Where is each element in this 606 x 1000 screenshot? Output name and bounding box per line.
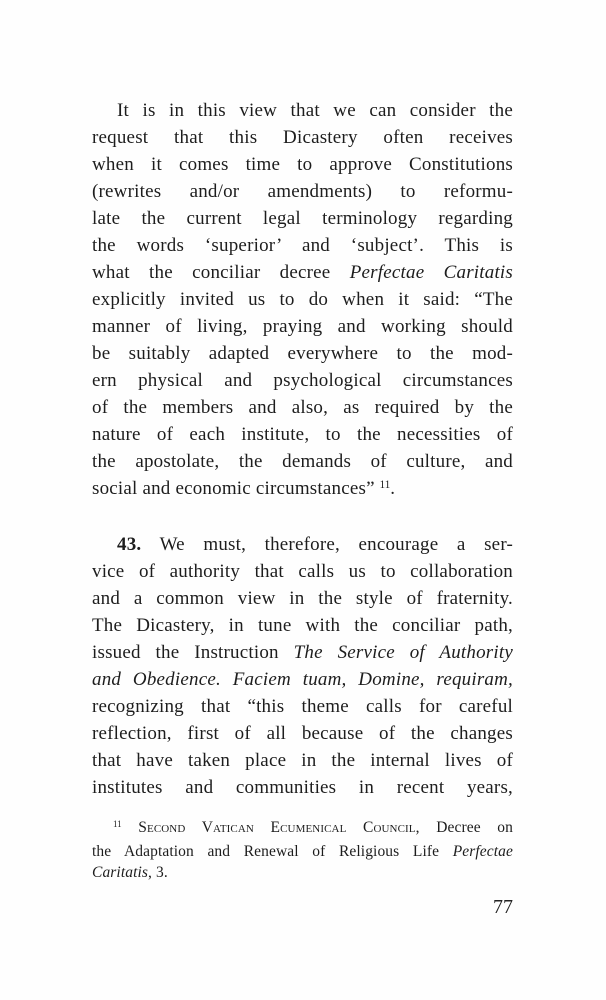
text-segment: what the conciliar decree: [92, 262, 350, 283]
text-segment: Perfectae: [452, 842, 513, 860]
text-segment: ern physical and psychological circumstances: [92, 370, 513, 391]
text-line: [92, 340, 513, 367]
footnote-reference: 11: [113, 819, 122, 830]
text-line: [92, 817, 513, 841]
paragraph-1: [92, 97, 513, 505]
text-segment: Second Vatican Ecumenical Council: [138, 819, 416, 836]
text-line: [92, 367, 513, 394]
text-segment: that have taken place in the internal lives of: [92, 750, 513, 771]
footnote-reference: 11: [379, 478, 391, 491]
text-segment: request that this Dicastery often receives: [92, 127, 513, 148]
text-segment: issued the Instruction: [92, 642, 294, 663]
text-segment: (rewrites and/or amendments) to reformu-: [92, 181, 513, 202]
text-line: [92, 97, 513, 124]
text-segment: 43.: [117, 534, 142, 555]
text-line: [92, 475, 513, 505]
text-line: [92, 693, 513, 720]
text-segment: , Decree on: [415, 819, 513, 836]
text-segment: social and economic circumstances”: [92, 478, 380, 499]
text-segment: institutes and communities in recent years,: [92, 777, 513, 798]
text-line: [92, 124, 513, 151]
text-segment: The Dicastery, in tune with the conciliar path,: [92, 615, 513, 636]
text-line: [92, 862, 513, 884]
text-segment: and Obedience. Faciem tuam, Domine, requiram,: [92, 669, 513, 690]
page-number: 77: [493, 896, 513, 918]
text-line: [92, 639, 513, 666]
footnote: [92, 817, 513, 884]
text-line: [92, 612, 513, 639]
text-segment: It is in this view that we can consider the: [117, 100, 513, 121]
text-segment: .: [390, 478, 396, 499]
text-line: [92, 178, 513, 205]
text-segment: , 3.: [148, 864, 168, 881]
text-segment: the Adaptation and Renewal of Religious Life: [92, 842, 453, 860]
text-segment: vice of authority that calls us to collaboration: [92, 561, 513, 582]
text-segment: Caritatis: [92, 864, 149, 881]
text-line: [92, 531, 513, 558]
text-line: [92, 286, 513, 313]
text-segment: the apostolate, the demands of culture, and: [92, 451, 513, 472]
text-segment: reflection, first of all because of the changes: [92, 723, 513, 744]
text-segment: the words ‘superior’ and ‘subject’. This is: [92, 235, 513, 256]
text-line: [92, 774, 513, 801]
text-segment: recognizing that “this theme calls for careful: [92, 696, 513, 717]
text-line: [92, 448, 513, 475]
text-line: [92, 205, 513, 232]
text-line: [92, 151, 513, 178]
text-line: [92, 232, 513, 259]
text-segment: manner of living, praying and working should: [92, 316, 513, 337]
text-segment: late the current legal terminology regarding: [92, 208, 513, 229]
text-line: [92, 666, 513, 693]
text-line: [92, 259, 513, 286]
text-line: [92, 558, 513, 585]
text-segment: and a common view in the style of fraternity.: [92, 588, 513, 609]
text-line: [92, 720, 513, 747]
text-segment: explicitly invited us to do when it said: “The: [92, 289, 513, 310]
text-block: [92, 97, 513, 884]
text-line: [92, 394, 513, 421]
text-line: [92, 313, 513, 340]
text-segment: when it comes time to approve Constitutions: [92, 154, 513, 175]
text-segment: of the members and also, as required by the: [92, 397, 513, 418]
text-line: [92, 421, 513, 448]
paragraph-2: [92, 531, 513, 801]
text-segment: Perfectae Caritatis: [349, 262, 513, 283]
text-segment: [122, 819, 139, 836]
text-segment: be suitably adapted everywhere to the mod-: [92, 343, 513, 364]
text-line: [92, 747, 513, 774]
text-segment: The Service of Authority: [293, 642, 513, 663]
text-line: [92, 585, 513, 612]
text-line: [92, 841, 513, 863]
text-segment: nature of each institute, to the necessities of: [92, 424, 513, 445]
text-segment: We must, therefore, encourage a ser-: [141, 534, 513, 555]
